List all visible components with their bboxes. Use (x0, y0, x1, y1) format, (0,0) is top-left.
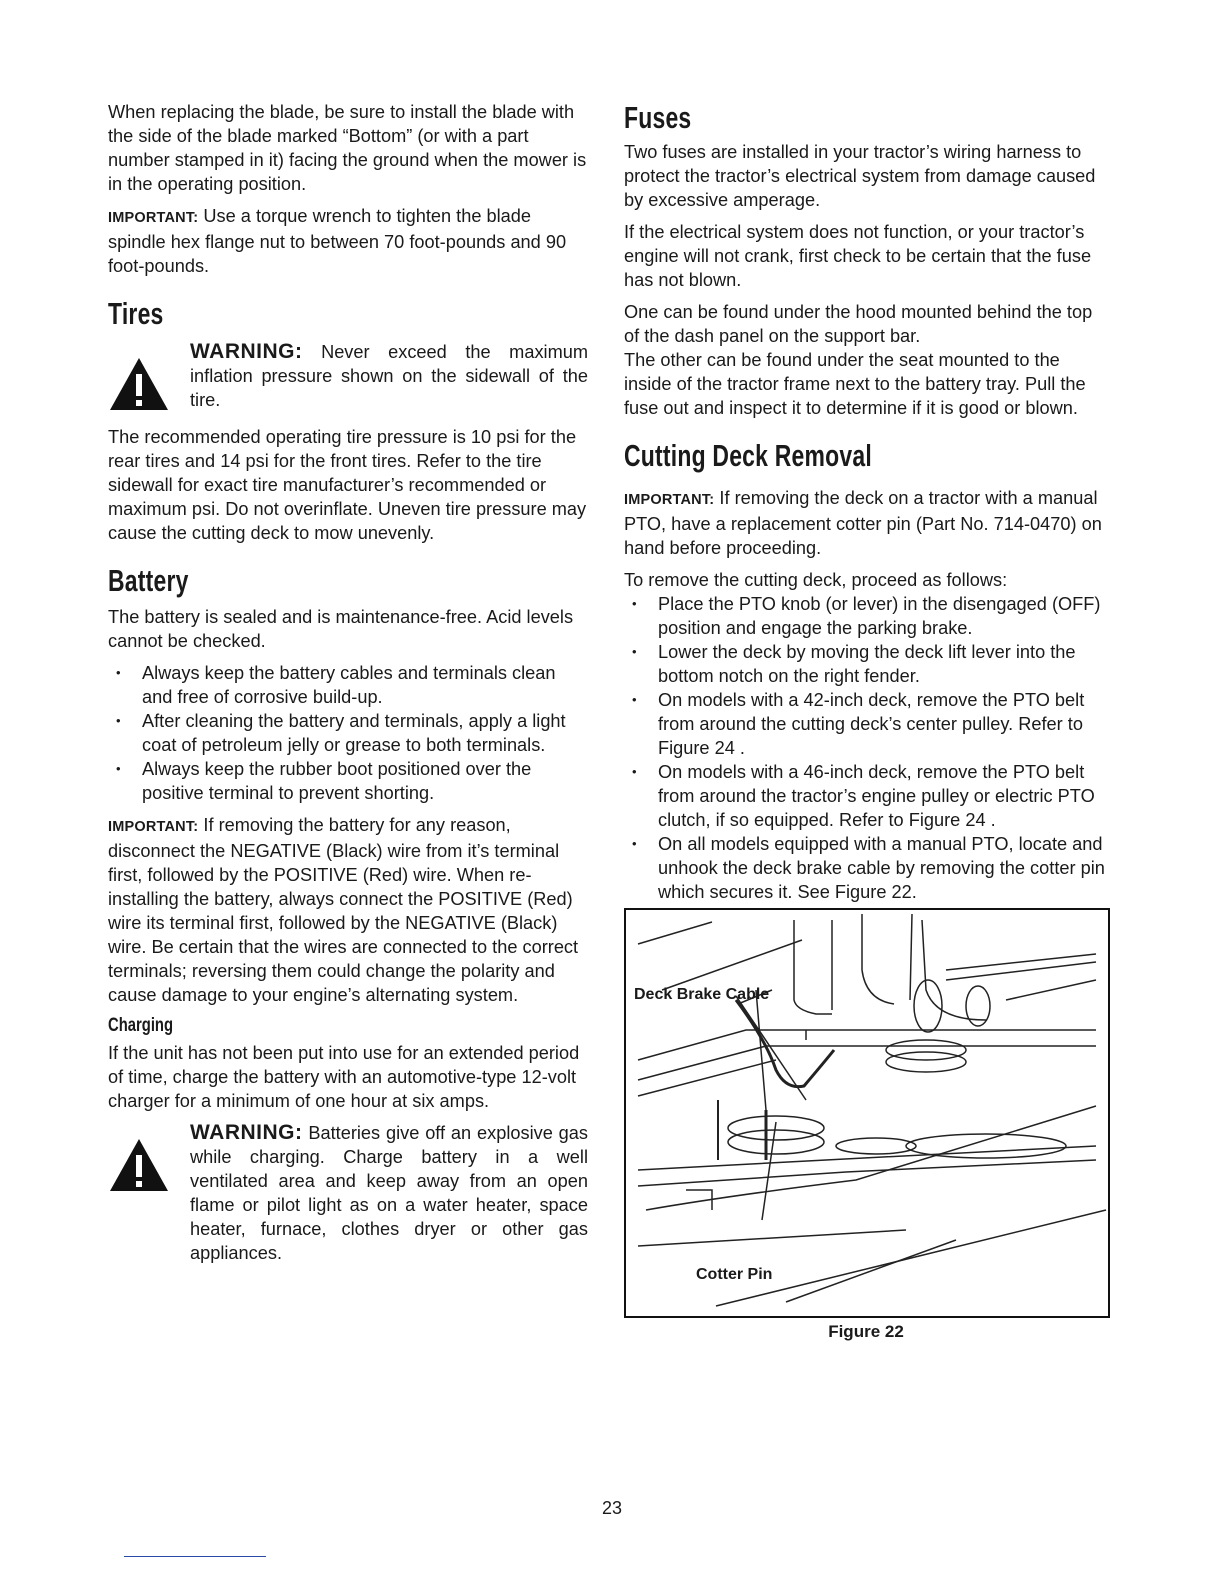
page-number: 23 (601, 1498, 623, 1518)
cotter-pin-label: Cotter Pin (696, 1266, 773, 1283)
charging-paragraph: If the unit has not been put into use for an extended period of time, charge the battery with an automotive-type 12-volt charger for a minimum of one hour at six amps. (108, 1043, 580, 1111)
deck-important: IMPORTANT: If removing the deck on a tractor with a manual PTO, have a replacement cotter pin (Part No. 714-0470) on hand before proceeding. (624, 488, 1102, 558)
tire-pressure-paragraph: The recommended operating tire pressure is 10 psi for the rear tires and 14 psi for the front tires. Refer to the tire sidewall for exact tire manufacturer’s recommended or maximum psi. Do not overinflate. Uneven tire pressure may cause the cutting deck to mow unevenly. (108, 427, 587, 543)
battery-list (108, 661, 588, 805)
left-column (108, 100, 588, 1273)
list-item: • On all models equipped with a manual PTO, locate and unhook the deck brake cable by removing the cotter pin which secures it. See Figure 22. (624, 832, 1108, 904)
list-item: • Always keep the rubber boot positioned over the positive terminal to prevent shorting. (108, 757, 588, 805)
fuses-paragraph-1: Two fuses are installed in your tractor’s wiring harness to protect the tractor’s electrical system from damage caused by excessive amperage. (624, 142, 1096, 210)
figure-caption: Figure 22 (828, 1322, 904, 1341)
tires-heading: Tires (108, 296, 164, 331)
tires-warning: WARNING: Never exceed the maximum inflation pressure shown on the sidewall of the tire. (108, 340, 588, 417)
list-item: • After cleaning the battery and terminals, apply a light coat of petroleum jelly or grease to both terminals. (108, 709, 588, 757)
deck-steps-list (624, 592, 1108, 904)
figure-22-illustration (624, 908, 1110, 1318)
list-item: • On models with a 46-inch deck, remove the PTO belt from around the tractor’s engine pulley or electric PTO clutch, if so equipped. Refer to Figure 24 . (624, 760, 1108, 832)
deck-intro: To remove the cutting deck, proceed as follows: (624, 570, 1008, 590)
list-item: • Place the PTO knob (or lever) in the disengaged (OFF) position and engage the parking brake. (624, 592, 1108, 640)
fuses-paragraph-3a: One can be found under the hood mounted behind the top of the dash panel on the support bar. (624, 302, 1093, 346)
warning-triangle-icon (108, 340, 190, 417)
list-item: • Always keep the battery cables and terminals clean and free of corrosive build-up. (108, 661, 588, 709)
list-item: • Lower the deck by moving the deck lift lever into the bottom notch on the right fender. (624, 640, 1108, 688)
deck-removal-heading: Cutting Deck Removal (624, 438, 872, 473)
blade-paragraph: When replacing the blade, be sure to install the blade with the side of the blade marked “Bottom” (or with a part number stamped in it) facing the ground when the mower is in the operating position. (108, 102, 587, 194)
footer-rule (124, 1556, 266, 1557)
battery-important: IMPORTANT: If removing the battery for any reason, disconnect the NEGATIVE (Black) wire from it’s terminal first, followed by the POSITIVE (Red) wire. When re-installing the battery, always connect the POSITIVE (Red) wire its terminal first, followed by the NEGATIVE (Black) wire. Be certain that the wires are connected to the correct terminals; reversing them could change the polarity and cause damage to your engine’s alternating system. (108, 815, 579, 1005)
deck-brake-drawing (626, 910, 1108, 1316)
fuses-paragraph-3b: The other can be found under the seat mounted to the inside of the tractor frame next to the battery tray. Pull the fuse out and inspect it to determine if it is good or blown. (624, 350, 1086, 418)
deck-brake-cable-label: Deck Brake Cable (634, 986, 770, 1003)
right-column (624, 100, 1108, 1342)
battery-heading: Battery (108, 563, 189, 598)
charging-warning: WARNING: Batteries give off an explosive gas while charging. Charge battery in a well ventilated area and keep away from an open flame or pilot light as on a water heater, space heater, furnace, clothes dryer or other gas appliances. (108, 1121, 588, 1265)
battery-intro: The battery is sealed and is maintenance-free. Acid levels cannot be checked. (108, 607, 574, 651)
fuses-heading: Fuses (624, 100, 692, 135)
warning-triangle-icon (108, 1121, 190, 1198)
important-label: IMPORTANT: (108, 210, 199, 226)
list-item: • On models with a 42-inch deck, remove the PTO belt from around the cutting deck’s center pulley. Refer to Figure 24 . (624, 688, 1108, 760)
charging-heading: Charging (108, 1015, 174, 1036)
torque-important: IMPORTANT: Use a torque wrench to tighten the blade spindle hex flange nut to between 70 foot-pounds and 90 foot-pounds. (108, 206, 567, 276)
fuses-paragraph-2: If the electrical system does not function, or your tractor’s engine will not crank, first check to be certain that the fuse has not blown. (624, 222, 1092, 290)
